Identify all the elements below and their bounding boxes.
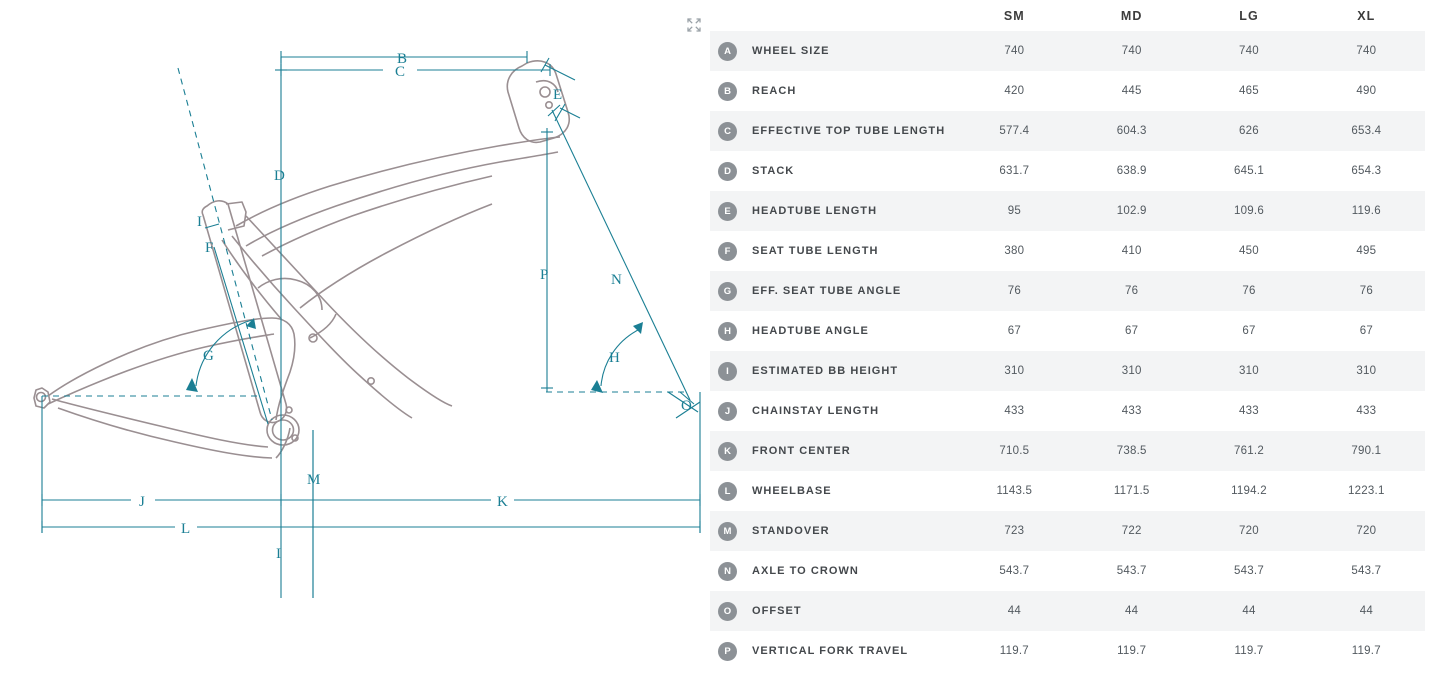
row-label-cell <box>710 511 956 551</box>
cell-sm: 543.7 <box>956 551 1073 591</box>
row-label-cell <box>710 271 956 311</box>
letter-D: D <box>274 168 285 184</box>
cell-sm: 67 <box>956 311 1073 351</box>
row-badge-p: P <box>718 642 737 661</box>
letter-J: J <box>139 494 145 510</box>
table-row <box>710 511 1425 551</box>
frame-outline <box>34 61 569 458</box>
cell-lg: 626 <box>1190 111 1307 151</box>
cell-xl: 495 <box>1308 231 1425 271</box>
cell-md: 310 <box>1073 351 1190 391</box>
cell-lg: 1194.2 <box>1190 471 1307 511</box>
row-label-cell <box>710 631 956 671</box>
cell-lg: 761.2 <box>1190 431 1307 471</box>
cell-xl: 119.6 <box>1308 191 1425 231</box>
cell-sm: 710.5 <box>956 431 1073 471</box>
cell-xl: 790.1 <box>1308 431 1425 471</box>
row-badge-d: D <box>718 162 737 181</box>
geometry-spec-table <box>710 0 1445 681</box>
row-label-headtube-angle: HEADTUBE ANGLE <box>752 325 869 337</box>
row-label-estimated-bb-height: ESTIMATED BB HEIGHT <box>752 365 899 377</box>
cell-xl: 490 <box>1308 71 1425 111</box>
specs-table <box>710 0 1425 671</box>
row-badge-n: N <box>718 562 737 581</box>
dimension-labels <box>139 51 692 562</box>
letter-I-upper: I <box>197 214 202 230</box>
cell-md: 445 <box>1073 71 1190 111</box>
cell-md: 433 <box>1073 391 1190 431</box>
cell-xl: 653.4 <box>1308 111 1425 151</box>
cell-xl: 67 <box>1308 311 1425 351</box>
cell-lg: 543.7 <box>1190 551 1307 591</box>
cell-md: 738.5 <box>1073 431 1190 471</box>
row-label-cell <box>710 111 956 151</box>
table-row <box>710 591 1425 631</box>
table-row <box>710 351 1425 391</box>
cell-xl: 720 <box>1308 511 1425 551</box>
row-badge-k: K <box>718 442 737 461</box>
cell-md: 1171.5 <box>1073 471 1190 511</box>
cell-md: 76 <box>1073 271 1190 311</box>
cell-sm: 380 <box>956 231 1073 271</box>
table-row <box>710 271 1425 311</box>
row-label-standover: STANDOVER <box>752 525 830 537</box>
cell-md: 722 <box>1073 511 1190 551</box>
header-size-sm: SM <box>956 0 1073 31</box>
cell-sm: 723 <box>956 511 1073 551</box>
cell-lg: 67 <box>1190 311 1307 351</box>
cell-xl: 654.3 <box>1308 151 1425 191</box>
row-label-front-center: FRONT CENTER <box>752 445 851 457</box>
header-size-lg: LG <box>1190 0 1307 31</box>
cell-lg: 465 <box>1190 71 1307 111</box>
cell-sm: 76 <box>956 271 1073 311</box>
cell-xl: 543.7 <box>1308 551 1425 591</box>
row-label-cell <box>710 191 956 231</box>
row-label-cell <box>710 71 956 111</box>
cell-md: 638.9 <box>1073 151 1190 191</box>
cell-sm: 95 <box>956 191 1073 231</box>
row-label-cell <box>710 351 956 391</box>
cell-md: 604.3 <box>1073 111 1190 151</box>
row-label-cell <box>710 551 956 591</box>
geometry-svg <box>0 0 710 681</box>
cell-xl: 44 <box>1308 591 1425 631</box>
letter-G: G <box>203 348 214 364</box>
row-label-eff-seat-tube-angle: EFF. SEAT TUBE ANGLE <box>752 285 902 297</box>
letter-P: P <box>540 267 549 283</box>
row-badge-h: H <box>718 322 737 341</box>
table-row <box>710 151 1425 191</box>
cell-sm: 420 <box>956 71 1073 111</box>
cell-sm: 1143.5 <box>956 471 1073 511</box>
row-label-cell <box>710 31 956 71</box>
cell-sm: 577.4 <box>956 111 1073 151</box>
cell-md: 119.7 <box>1073 631 1190 671</box>
letter-I: I <box>276 546 281 562</box>
letter-H: H <box>609 350 620 366</box>
row-label-cell <box>710 591 956 631</box>
table-row <box>710 71 1425 111</box>
letter-M: M <box>307 472 321 488</box>
table-row <box>710 551 1425 591</box>
row-label-seat-tube-length: SEAT TUBE LENGTH <box>752 245 879 257</box>
expand-arrows-icon[interactable] <box>685 16 703 34</box>
row-label-wheelbase: WHEELBASE <box>752 485 832 497</box>
cell-lg: 109.6 <box>1190 191 1307 231</box>
cell-md: 67 <box>1073 311 1190 351</box>
row-label-cell <box>710 431 956 471</box>
letter-K: K <box>497 494 508 510</box>
header-size-xl: XL <box>1308 0 1425 31</box>
letter-B: B <box>397 51 408 67</box>
cell-md: 740 <box>1073 31 1190 71</box>
row-label-effective-top-tube-length: EFFECTIVE TOP TUBE LENGTH <box>752 125 946 137</box>
header-size-md: MD <box>1073 0 1190 31</box>
cell-lg: 450 <box>1190 231 1307 271</box>
letter-O: O <box>681 398 692 414</box>
letter-N: N <box>611 272 622 288</box>
letter-E: E <box>553 87 563 103</box>
cell-lg: 740 <box>1190 31 1307 71</box>
header-corner <box>710 0 956 31</box>
cell-sm: 310 <box>956 351 1073 391</box>
row-label-cell <box>710 391 956 431</box>
table-header <box>710 0 1425 31</box>
table-row <box>710 31 1425 71</box>
cell-sm: 119.7 <box>956 631 1073 671</box>
table-row <box>710 111 1425 151</box>
cell-xl: 433 <box>1308 391 1425 431</box>
dimension-lines <box>42 51 700 598</box>
cell-xl: 740 <box>1308 31 1425 71</box>
row-label-reach: REACH <box>752 85 797 97</box>
bike-geometry-diagram <box>0 0 710 681</box>
row-label-headtube-length: HEADTUBE LENGTH <box>752 205 878 217</box>
cell-md: 410 <box>1073 231 1190 271</box>
letter-C: C <box>395 64 406 80</box>
table-row <box>710 311 1425 351</box>
cell-xl: 310 <box>1308 351 1425 391</box>
cell-sm: 631.7 <box>956 151 1073 191</box>
row-badge-l: L <box>718 482 737 501</box>
table-row <box>710 631 1425 671</box>
cell-md: 102.9 <box>1073 191 1190 231</box>
row-badge-m: M <box>718 522 737 541</box>
cell-sm: 44 <box>956 591 1073 631</box>
table-row <box>710 191 1425 231</box>
row-label-chainstay-length: CHAINSTAY LENGTH <box>752 405 880 417</box>
table-row <box>710 231 1425 271</box>
row-label-wheel-size: WHEEL SIZE <box>752 45 830 57</box>
row-label-cell <box>710 311 956 351</box>
row-badge-j: J <box>718 402 737 421</box>
cell-xl: 76 <box>1308 271 1425 311</box>
row-badge-g: G <box>718 282 737 301</box>
expand-arrows-glyph <box>685 16 703 34</box>
row-label-axle-to-crown: AXLE TO CROWN <box>752 565 859 577</box>
row-label-cell <box>710 471 956 511</box>
row-badge-a: A <box>718 42 737 61</box>
cell-lg: 310 <box>1190 351 1307 391</box>
table-body <box>710 31 1425 671</box>
row-badge-c: C <box>718 122 737 141</box>
table-row <box>710 431 1425 471</box>
letter-L: L <box>181 521 191 537</box>
letter-F: F <box>205 240 214 256</box>
cell-lg: 720 <box>1190 511 1307 551</box>
row-badge-b: B <box>718 82 737 101</box>
header-row <box>710 0 1425 31</box>
cell-xl: 1223.1 <box>1308 471 1425 511</box>
table-row <box>710 391 1425 431</box>
row-label-cell <box>710 231 956 271</box>
cell-md: 44 <box>1073 591 1190 631</box>
cell-lg: 119.7 <box>1190 631 1307 671</box>
row-label-cell <box>710 151 956 191</box>
cell-sm: 433 <box>956 391 1073 431</box>
cell-lg: 44 <box>1190 591 1307 631</box>
cell-lg: 76 <box>1190 271 1307 311</box>
cell-md: 543.7 <box>1073 551 1190 591</box>
cell-xl: 119.7 <box>1308 631 1425 671</box>
cell-lg: 645.1 <box>1190 151 1307 191</box>
row-label-offset: OFFSET <box>752 605 802 617</box>
row-label-stack: STACK <box>752 165 795 177</box>
table-row <box>710 471 1425 511</box>
cell-sm: 740 <box>956 31 1073 71</box>
row-label-vertical-fork-travel: VERTICAL FORK TRAVEL <box>752 645 909 657</box>
row-badge-f: F <box>718 242 737 261</box>
row-badge-i: I <box>718 362 737 381</box>
cell-lg: 433 <box>1190 391 1307 431</box>
row-badge-e: E <box>718 202 737 221</box>
row-badge-o: O <box>718 602 737 621</box>
